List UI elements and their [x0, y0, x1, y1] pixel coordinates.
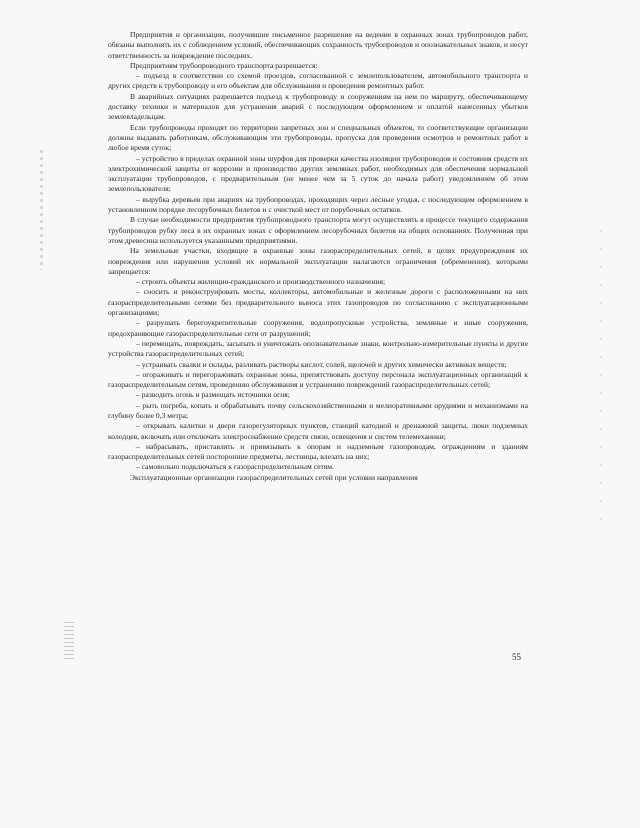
list-item: – подъезд в соответствии со схемой проездов, согласованной с землепользователем, автомобильного транспорта и других средств к трубопроводу и его объектам для обслуживания и проведения ремонтных работ. [108, 71, 528, 91]
list-item: – устраивать свалки и склады, разливать растворы кислот, солей, щелочей и других химически активных веществ; [136, 359, 507, 369]
list-item: – сносить и реконструировать мосты, коллекторы, автомобильные и железные дороги с расположенными на них газораспределительными сетями без предварительного выноса этих газопроводов по согласованию с эксплуатационными организациями; [108, 287, 528, 318]
list-item: – огораживать и перегораживать охранные зоны, препятствовать доступу персонала эксплуатационных организаций к газораспределительным сетям, проведению обслуживания и устранению повреждений газораспределительных сетей; [108, 369, 528, 390]
paragraph: Эксплуатационные организации газораспределительных сетей при условии направления [130, 472, 418, 482]
paragraph: Предприятиям трубопроводного транспорта разрешается: [130, 60, 318, 70]
paragraph: Предприятия и организации, получившие письменное разрешение на ведение в охранных зонах трубопроводов работ, обязаны выполнять их с соблюдением условий, обеспечивающих сохранность трубопроводов и опознавательных знаков, и несут ответственность за повреждение последних. [108, 30, 528, 60]
scan-artifact-left-lower [64, 622, 74, 662]
list-item: – устройство в пределах охранной зоны шурфов для проверки качества изоляции трубопроводов и состояния средств их электрохимической защиты от коррозии и производство других земляных работ, необходимых для обеспечения нормальной эксплуатации трубопроводов, с предварительным (не менее чем за 5 суток до начала работ) уведомлением об этом землепользователя; [108, 153, 528, 194]
page-number: 55 [512, 652, 521, 662]
list-item: – вырубка деревьев при авариях на трубопроводах, проходящих через лесные угодья, с последующим оформлением в установленном порядке лесорубочных билетов и с очисткой мест от порубочных остатков. [108, 194, 528, 215]
scan-artifact-left [40, 150, 43, 270]
paragraph: Если трубопроводы проходят по территории запретных зон и специальных объектов, то соответствующие организации должны выдавать работникам, обслуживающим эти трубопроводы, пропуска для проведения осмотров и ремонтных работ в любое время суток; [108, 122, 528, 153]
list-item: – разводить огонь и размещать источники огня; [136, 390, 290, 400]
list-item: – перемещать, повреждать, засыпать и уничтожать опознавательные знаки, контрольно-измерительные пункты и другие устройства газораспределительных сетей; [108, 338, 528, 359]
list-item: – рыть погреба, копать и обрабатывать почву сельскохозяйственными и мелиоративными орудиями и механизмами на глубину более 0,3 метра; [108, 400, 528, 420]
list-item: – самовольно подключаться к газораспределительным сетям. [136, 462, 334, 472]
list-item: – строить объекты жилищно-гражданского и производственного назначения; [136, 277, 386, 287]
paragraph: На земельные участки, входящие в охранные зоны газораспределительных сетей, в целях предупреждения их повреждения или нарушения условий их нормальной эксплуатации налагаются ограничения (обременения), которыми запрещается: [108, 246, 528, 276]
list-item: – разрушать берегоукрепительные сооружения, водопропускные устройства, земляные и иные сооружения, предохраняющие газораспределительные сети от разрушений; [108, 318, 528, 338]
list-item: – набрасывать, приставлять и привязывать к опорам и надземным газопроводам, ограждениям и зданиям газораспределительных сетей посторонние предметы, лестницы, влезать на них; [108, 441, 528, 462]
document-body [108, 30, 528, 483]
paragraph: В случае необходимости предприятия трубопроводного транспорта могут осуществлять в процессе текущего содержания трубопроводов рубку леса в их охранных зонах с оформлением лесорубочных билетов на общих основаниях. Полученная при этом древесина используется указанными предприятиями. [108, 215, 528, 245]
paragraph: В аварийных ситуациях разрешается подъезд к трубопроводу и сооружениям на нем по маршруту, обеспечивающему доставку техники и материалов для устранения аварий с последующим оформлением и оплатой нанесенных убытков землевладельцам. [108, 91, 528, 122]
list-item: – открывать калитки и двери газорегуляторных пунктов, станций катодной и дренажной защиты, люки подземных колодцев, включать или отключать электроснабжение средств связи, освещения и систем телемеханики; [108, 421, 528, 441]
scan-artifact-right [600, 230, 602, 530]
